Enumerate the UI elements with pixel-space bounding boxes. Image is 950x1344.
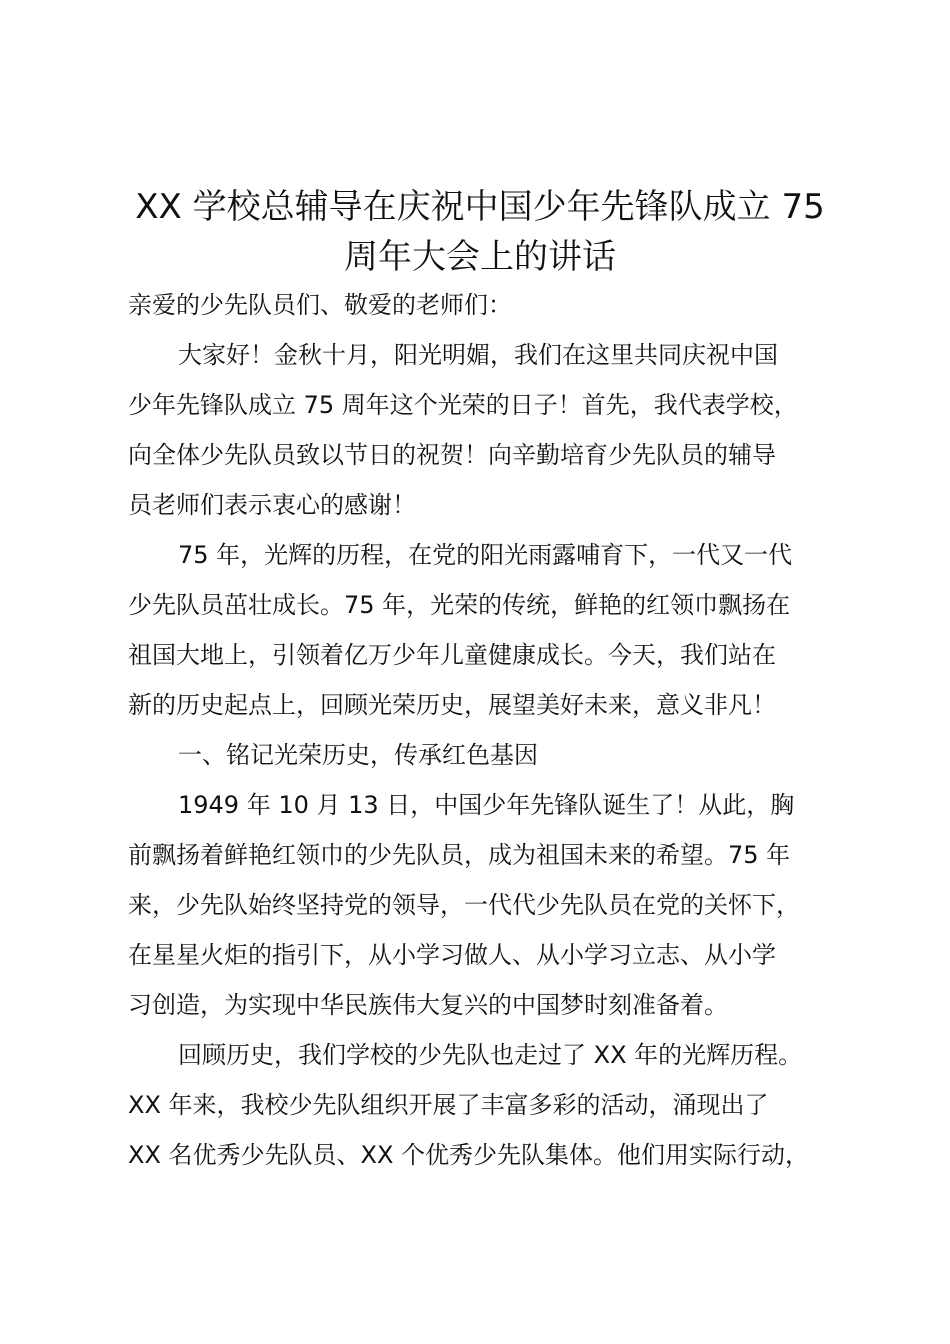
section-heading-1: 一、铭记光荣历史，传承红色基因 — [178, 741, 538, 769]
document-title — [100, 182, 860, 282]
paragraph-4-line-2: XX 年来，我校少先队组织开展了丰富多彩的活动，涌现出了 — [128, 1091, 769, 1119]
paragraph-3-line-3: 来，少先队始终坚持党的领导，一代代少先队员在党的关怀下， — [128, 891, 800, 919]
paragraph-2-line-4: 新的历史起点上，回顾光荣历史，展望美好未来，意义非凡！ — [128, 691, 776, 719]
paragraph-2-line-2: 少先队员茁壮成长。75 年，光荣的传统，鲜艳的红领巾飘扬在 — [128, 591, 791, 619]
paragraph-2-line-3: 祖国大地上，引领着亿万少年儿童健康成长。今天，我们站在 — [128, 641, 776, 669]
paragraph-1-line-3: 向全体少先队员致以节日的祝贺！向辛勤培育少先队员的辅导 — [128, 441, 776, 469]
salutation: 亲爱的少先队员们、敬爱的老师们： — [128, 291, 512, 319]
paragraph-3-line-2: 前飘扬着鲜艳红领巾的少先队员，成为祖国未来的希望。75 年 — [128, 841, 791, 869]
paragraph-4-line-3: XX 名优秀少先队员、XX 个优秀少先队集体。他们用实际行动， — [128, 1141, 810, 1169]
paragraph-1-line-2: 少年先锋队成立 75 周年这个光荣的日子！首先，我代表学校， — [128, 391, 798, 419]
paragraph-1-line-4: 员老师们表示衷心的感谢！ — [128, 491, 416, 519]
title-line-2: 周年大会上的讲话 — [344, 237, 616, 277]
title-line-1: XX 学校总辅导在庆祝中国少年先锋队成立 75 — [135, 187, 825, 227]
paragraph-4-line-1: 回顾历史，我们学校的少先队也走过了 XX 年的光辉历程。 — [178, 1041, 803, 1069]
paragraph-1-line-1: 大家好！金秋十月，阳光明媚，我们在这里共同庆祝中国 — [178, 341, 778, 369]
paragraph-3-line-1: 1949 年 10 月 13 日，中国少年先锋队诞生了！从此，胸 — [178, 791, 795, 819]
paragraph-2-line-1: 75 年，光辉的历程，在党的阳光雨露哺育下，一代又一代 — [178, 541, 793, 569]
paragraph-3-line-4: 在星星火炬的指引下，从小学习做人、从小学习立志、从小学 — [128, 941, 776, 969]
paragraph-3-line-5: 习创造，为实现中华民族伟大复兴的中国梦时刻准备着。 — [128, 991, 728, 1019]
